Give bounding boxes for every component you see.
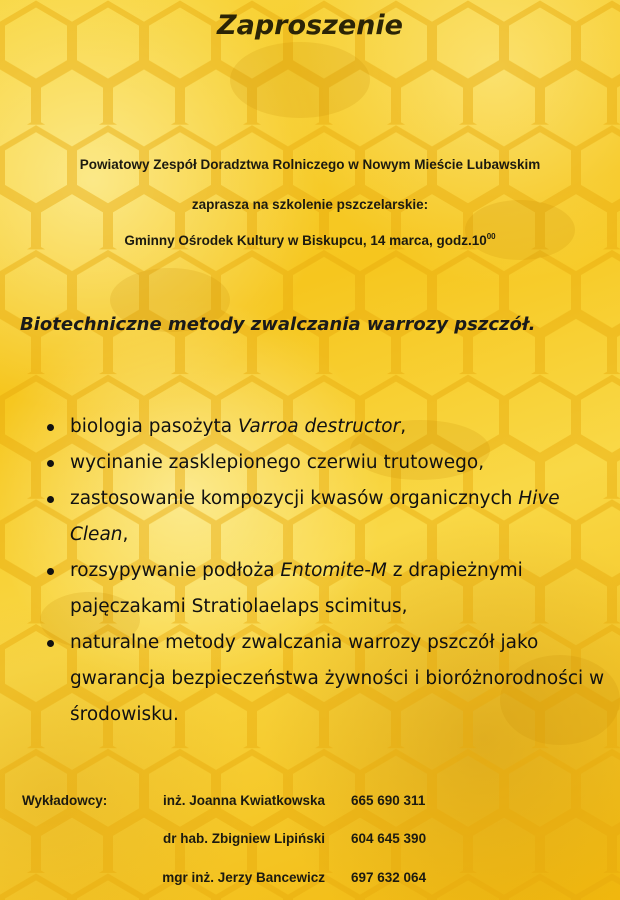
list-item: [44, 553, 614, 625]
lecturer-phone: 604 645 390: [351, 831, 427, 846]
topic-text: wycinanie zasklepionego czerwiu trutowego,: [70, 452, 485, 473]
lecturer-name: mgr inż. Jerzy Bancewicz: [162, 870, 325, 885]
topic-text: biologia pasożyta: [70, 416, 238, 437]
venue-line: [0, 232, 620, 248]
lecturers-label: Wykładowcy:: [22, 793, 108, 808]
topic-text: rozsypywanie podłoża: [70, 560, 281, 581]
lecturer-phone: 697 632 064: [351, 870, 427, 885]
venue-time-superscript: 00: [486, 232, 496, 241]
lecturer-phone: 665 690 311: [351, 793, 426, 808]
lecturer-name: inż. Joanna Kwiatkowska: [162, 793, 325, 808]
list-item: [44, 481, 614, 553]
topic-italic: Hive Clean: [70, 488, 560, 545]
list-item: [44, 409, 614, 445]
topic-text-after: z drapieżnymi pajęczakami Stratiolaelaps scimitus,: [70, 560, 523, 617]
training-subtitle: Biotechniczne metody zwalczania warrozy pszczół.: [20, 314, 536, 335]
organizer-line: Powiatowy Zespół Doradztwa Rolniczego w Nowym Mieście Lubawskim: [79, 157, 541, 172]
list-item: [44, 625, 614, 733]
topic-text: zastosowanie kompozycji kwasów organicznych: [70, 488, 519, 509]
topic-italic: Entomite-M: [280, 560, 387, 581]
topic-text-after: ,: [400, 416, 407, 437]
list-item: [44, 445, 614, 481]
topic-text: naturalne metody zwalczania warrozy pszczół jako gwarancja bezpieczeństwa żywności i bioróżnorodności w środowisku.: [70, 632, 605, 725]
invite-line: zaprasza na szkolenie pszczelarskie:: [191, 197, 429, 212]
lecturer-row: [0, 870, 620, 890]
topic-text-after: ,: [122, 524, 129, 545]
lecturer-row: [0, 793, 620, 813]
lecturer-row: [0, 831, 620, 851]
topic-italic: Varroa destructor: [237, 416, 401, 437]
lecturer-name: dr hab. Zbigniew Lipiński: [162, 831, 325, 846]
invitation-title: Zaproszenie: [217, 10, 403, 41]
venue-text: Gminny Ośrodek Kultury w Biskupcu, 14 marca, godz.10: [124, 233, 487, 248]
topics-list: [44, 409, 614, 733]
